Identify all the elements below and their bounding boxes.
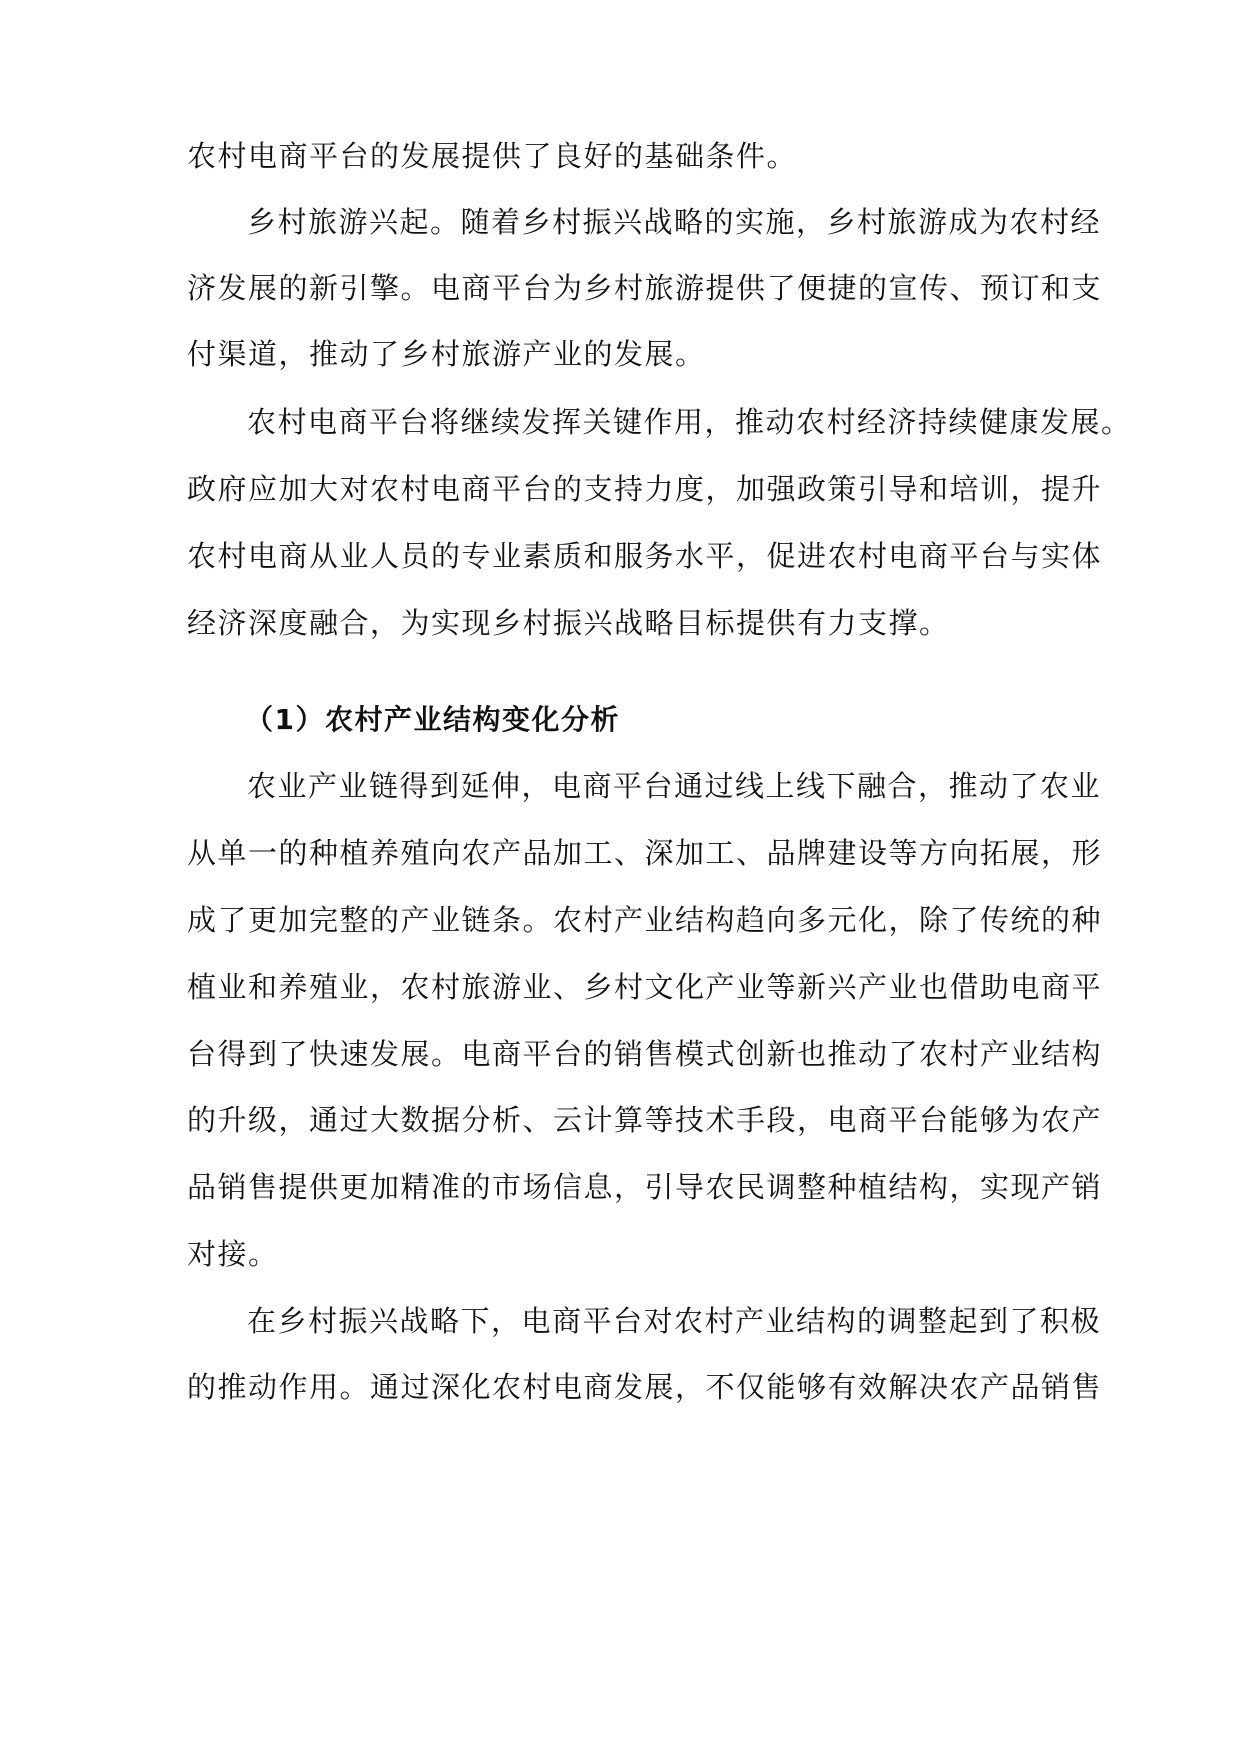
text-line: 的升级，通过大数据分析、云计算等技术手段，电商平台能够为农产 bbox=[187, 1103, 1103, 1137]
text-line: 对接。 bbox=[187, 1237, 279, 1271]
text-line: 品销售提供更加精准的市场信息，引导农民调整种植结构，实现产销 bbox=[187, 1170, 1103, 1204]
text-line: 台得到了快速发展。电商平台的销售模式创新也推动了农村产业结构 bbox=[187, 1037, 1103, 1071]
text-line: 农村电商从业人员的专业素质和服务水平，促进农村电商平台与实体 bbox=[187, 539, 1103, 573]
text-line: 经济深度融合，为实现乡村振兴战略目标提供有力支撑。 bbox=[187, 606, 950, 640]
text-line: 付渠道，推动了乡村旅游产业的发展。 bbox=[187, 337, 706, 371]
text-line: 农村电商平台将继续发挥关键作用，推动农村经济持续健康发展。 bbox=[247, 405, 1132, 439]
text-line: 在乡村振兴战略下，电商平台对农村产业结构的调整起到了积极 bbox=[247, 1304, 1102, 1338]
text-line: 农业产业链得到延伸，电商平台通过线上线下融合，推动了农业 bbox=[247, 769, 1102, 803]
text-line: 植业和养殖业，农村旅游业、乡村文化产业等新兴产业也借助电商平 bbox=[187, 970, 1103, 1004]
text-line: 政府应加大对农村电商平台的支持力度，加强政策引导和培训，提升 bbox=[187, 472, 1103, 506]
section-heading: （1）农村产业结构变化分析 bbox=[245, 703, 620, 736]
text-line: 乡村旅游兴起。随着乡村振兴战略的实施，乡村旅游成为农村经 bbox=[247, 205, 1102, 239]
text-line: 农村电商平台的发展提供了良好的基础条件。 bbox=[187, 139, 798, 173]
text-line: 的推动作用。通过深化农村电商发展，不仅能够有效解决农产品销售 bbox=[187, 1370, 1103, 1404]
text-line: 从单一的种植养殖向农产品加工、深加工、品牌建设等方向拓展，形 bbox=[187, 836, 1103, 870]
text-line: 成了更加完整的产业链条。农村产业结构趋向多元化，除了传统的种 bbox=[187, 903, 1103, 937]
text-line: 济发展的新引擎。电商平台为乡村旅游提供了便捷的宣传、预订和支 bbox=[187, 271, 1103, 305]
